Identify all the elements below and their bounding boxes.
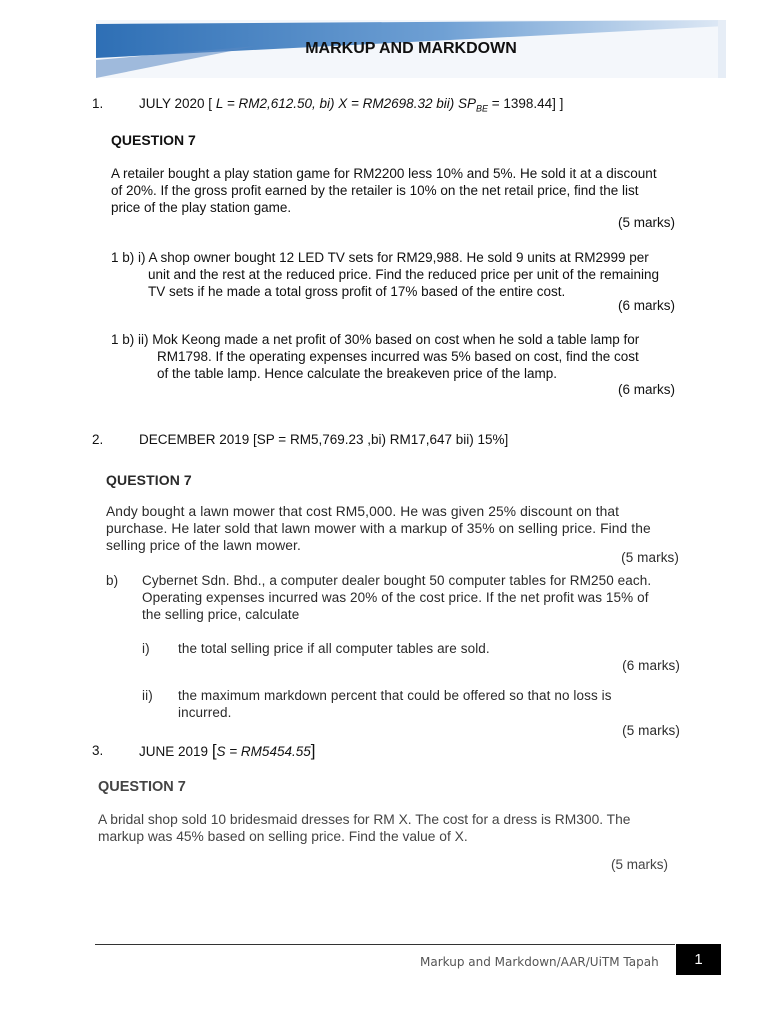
part-label: b) bbox=[106, 573, 119, 588]
text-line: price of the play station game. bbox=[111, 200, 292, 215]
answer-subscript: BE bbox=[475, 103, 488, 114]
text-line: 1 b) i) A shop owner bought 12 LED TV sets for RM29,988. He sold 9 units at RM2999 per bbox=[111, 250, 649, 265]
text-line: selling price of the lawn mower. bbox=[106, 538, 301, 553]
question-heading: QUESTION 7 bbox=[98, 779, 186, 795]
text-line: TV sets if he made a total gross profit of 17% based of the entire cost. bbox=[148, 284, 566, 299]
text-line: Cybernet Sdn. Bhd., a computer dealer bought 50 computer tables for RM250 each. bbox=[142, 573, 652, 588]
text-line: A retailer bought a play station game for RM2200 less 10% and 5%. He sold it at a discount bbox=[111, 166, 657, 181]
marks-label: (6 marks) bbox=[622, 658, 680, 673]
item-heading bbox=[139, 95, 563, 118]
text-line: Andy bought a lawn mower that cost RM5,000. He was given 25% discount on that bbox=[106, 504, 620, 519]
text-line: A bridal shop sold 10 bridesmaid dresses for RM X. The cost for a dress is RM300. The bbox=[98, 812, 631, 827]
question-heading: QUESTION 7 bbox=[111, 132, 196, 148]
marks-label: (6 marks) bbox=[618, 298, 675, 313]
text-line: Operating expenses incurred was 20% of the cost price. If the net profit was 15% of bbox=[142, 590, 649, 605]
marks-label: (5 marks) bbox=[611, 857, 668, 872]
sub-label: i) bbox=[142, 641, 150, 656]
text-line: of the table lamp. Hence calculate the breakeven price of the lamp. bbox=[157, 366, 557, 381]
footer-text: Markup and Markdown/AAR/UiTM Tapah bbox=[420, 955, 659, 969]
marks-label: (5 marks) bbox=[621, 550, 679, 565]
text-line: the selling price, calculate bbox=[142, 607, 300, 622]
question-part-b2 bbox=[111, 331, 691, 382]
marks-label: (5 marks) bbox=[618, 215, 675, 230]
text-line: purchase. He later sold that lawn mower with a markup of 35% on selling price. Find the bbox=[106, 521, 651, 536]
question-text bbox=[111, 165, 681, 216]
question-part-b bbox=[142, 572, 682, 623]
item-label: JULY 2020 [ bbox=[139, 96, 213, 111]
item-answers: S = RM5454.55 bbox=[216, 744, 311, 759]
question-heading: QUESTION 7 bbox=[106, 472, 192, 488]
sub-label: ii) bbox=[142, 688, 153, 703]
marks-label: (5 marks) bbox=[622, 723, 680, 738]
text-line: markup was 45% based on selling price. Find the value of X. bbox=[98, 829, 468, 844]
item-answers-end: = 1398.44] ] bbox=[488, 96, 564, 111]
question-text bbox=[98, 811, 673, 845]
item-number: 2. bbox=[92, 432, 104, 447]
item-number: 3. bbox=[92, 743, 104, 758]
text-line: 1 b) ii) Mok Keong made a net profit of 30% based on cost when he sold a table lamp for bbox=[111, 332, 640, 347]
text-line: of 20%. If the gross profit earned by the retailer is 10% on the net retail price, find the list bbox=[111, 183, 639, 198]
item-label: DECEMBER 2019 [SP = RM5,769.23 ,bi) RM17,647 bii) 15%] bbox=[139, 432, 509, 447]
item-number: 1. bbox=[92, 96, 104, 111]
footer-divider bbox=[95, 944, 675, 945]
text-line: RM1798. If the operating expenses incurred was 5% based on cost, find the cost bbox=[157, 349, 639, 364]
question-part-b1 bbox=[111, 249, 691, 300]
page-number: 1 bbox=[676, 944, 721, 975]
marks-label: (6 marks) bbox=[618, 382, 675, 397]
item-heading: JUNE 2019 [S = RM5454.55] bbox=[139, 741, 316, 760]
item-label: JUNE 2019 bbox=[139, 744, 209, 759]
text-line: the maximum markdown percent that could be offered so that no loss is bbox=[178, 688, 612, 703]
page-title: MARKUP AND MARKDOWN bbox=[305, 40, 517, 57]
question-text bbox=[106, 503, 681, 554]
sub-question-text bbox=[178, 687, 678, 721]
sub-question-text: the total selling price if all computer tables are sold. bbox=[178, 641, 490, 656]
text-line: unit and the rest at the reduced price. Find the reduced price per unit of the remaining bbox=[148, 267, 660, 282]
item-answers: L = RM2,612.50, bi) X = RM2698.32 bii) SP bbox=[215, 96, 476, 111]
text-line: incurred. bbox=[178, 705, 232, 720]
